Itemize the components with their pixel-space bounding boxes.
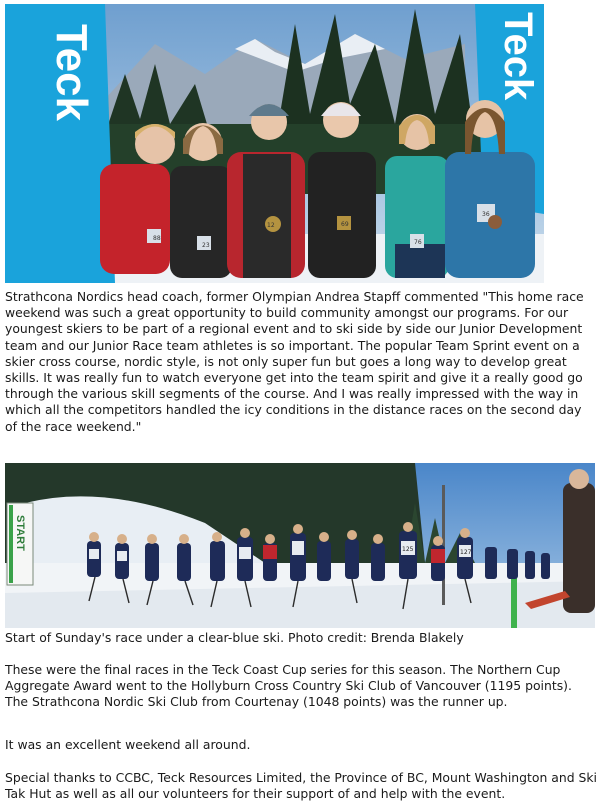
racer-bib-1: 125 [402,546,414,553]
results-paragraph: These were the final races in the Teck Coast Cup series for this season. The Northern Cup Aggregate Award went to the Hollyburn Cross Country Ski Club of Vancouver (1195 points). The Strathcona Nordic Ski Club from Courtenay (1048 points) was the runner up. [5,662,572,710]
start-sign-text: START [14,515,26,551]
weekend-paragraph: It was an excellent weekend all around. [5,737,251,752]
teck-banner-left [5,4,115,283]
racer-bib-2: 127 [460,549,472,556]
bib-2: 23 [202,242,210,249]
team-photo-illustration [5,4,544,283]
bib-4: 69 [341,221,349,228]
team-photo [5,4,544,283]
bib-6: 36 [482,211,490,218]
race-start-photo [5,463,595,628]
teck-banner-left-text: Teck [47,24,96,122]
bib-5: 76 [414,239,422,246]
thanks-paragraph: Special thanks to CCBC, Teck Resources Limited, the Province of BC, Mount Washington and Ski Tak Hut as well as all our volunteers for their support of and help with the event. [5,770,597,802]
teck-banner-right-text: Teck [496,12,540,101]
race-start-illustration [5,463,595,628]
start-sign [7,503,33,585]
bib-1: 88 [153,235,161,242]
photo-caption: Start of Sunday's race under a clear-blue ski. Photo credit: Brenda Blakely [5,630,464,645]
coach-quote-paragraph: Strathcona Nordics head coach, former Olympian Andrea Stapff commented "This home race weekend was such a great opportunity to build community amongst our programs. For our youngest skiers to be part of a regional event and to ski side by side our Junior Development team and our Junior Race team athletes is so important. The popular Team Sprint event on a skier cross course, nordic style, is not only super fun but goes a long way to develop great skills. It was really fun to watch everyone get into the team spirit and give it a really good go through the various skill segments of the course. And I was really impressed with the way in which all the competitors handled the icy conditions in the distance races on the second day of the race weekend." [5,289,584,434]
bib-3: 12 [267,222,275,229]
